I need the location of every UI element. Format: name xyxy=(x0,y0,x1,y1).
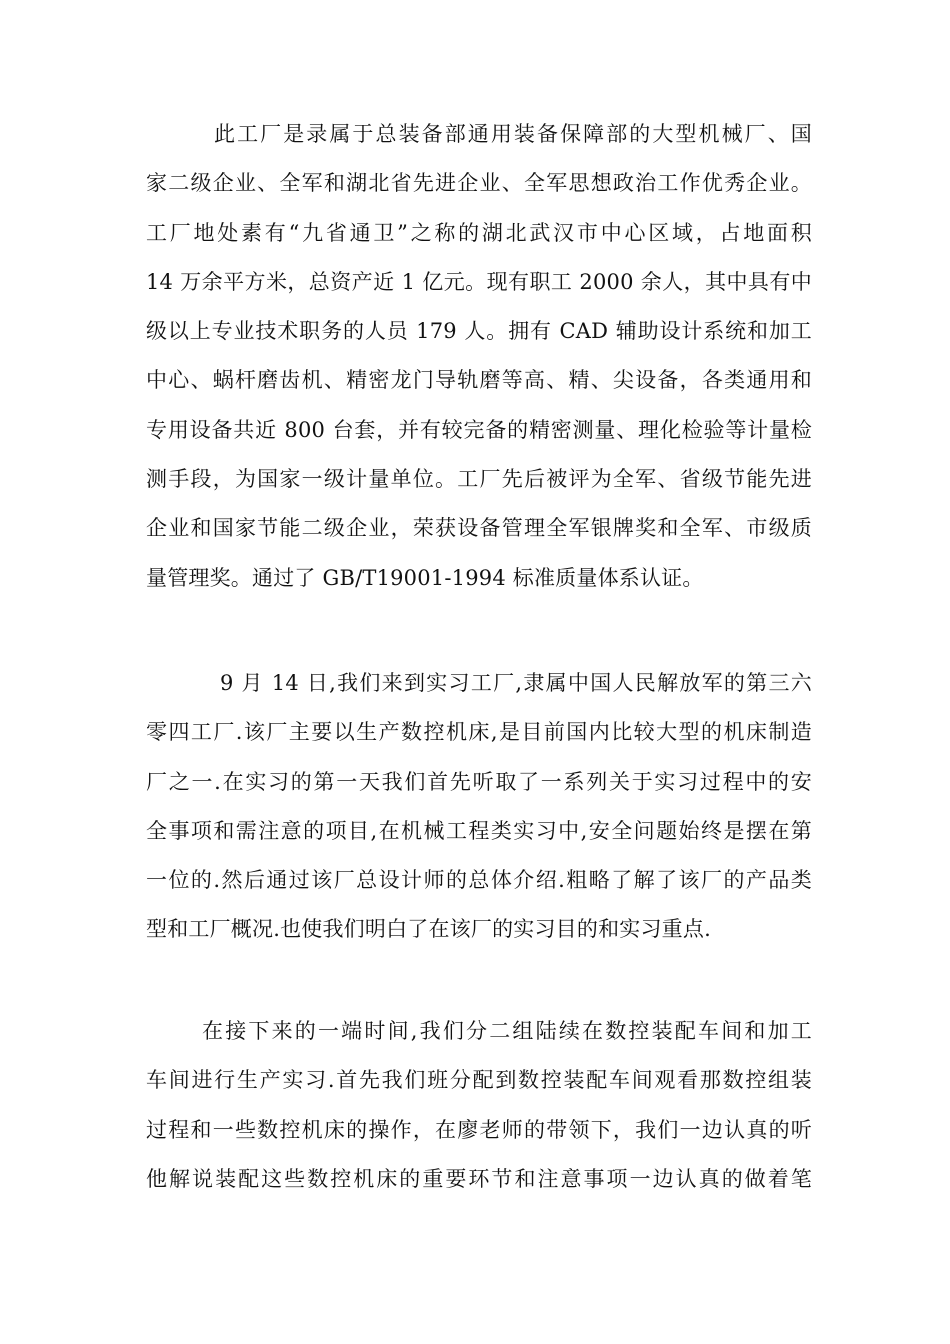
text-line: 级以上专业技术职务的人员 179 人。拥有 CAD 辅助设计系统和加工 xyxy=(146,319,812,344)
paragraph-arrival xyxy=(146,659,812,955)
text-line: 过程和一些数控机床的操作，在廖老师的带领下，我们一边认真的听 xyxy=(146,1117,812,1142)
paragraph-workshop xyxy=(146,1007,812,1204)
text-line: 工厂地处素有“九省通卫”之称的湖北武汉市中心区域，占地面积 xyxy=(146,220,812,245)
text-line: 家二级企业、全军和湖北省先进企业、全军思想政治工作优秀企业。 xyxy=(146,171,812,196)
text-line: 企业和国家节能二级企业，荣获设备管理全军银牌奖和全军、市级质 xyxy=(146,516,812,541)
text-line: 量管理奖。通过了 GB/T19001-1994 标准质量体系认证。 xyxy=(146,565,704,590)
text-line: 此工厂是录属于总装备部通用装备保障部的大型机械厂、国 xyxy=(214,122,812,146)
text-line: 型和工厂概况.也使我们明白了在该厂的实习目的和实习重点. xyxy=(146,917,711,942)
text-line: 零四工厂.该厂主要以生产数控机床,是目前国内比较大型的机床制造 xyxy=(146,720,812,745)
text-line: 测手段，为国家一级计量单位。工厂先后被评为全军、省级节能先进 xyxy=(146,467,812,492)
text-line: 全事项和需注意的项目,在机械工程类实习中,安全问题始终是摆在第 xyxy=(146,818,812,843)
text-line: 9 月 14 日,我们来到实习工厂,隶属中国人民解放军的第三六 xyxy=(220,671,812,695)
text-line: 中心、蜗杆磨齿机、精密龙门导轨磨等高、精、尖设备，各类通用和 xyxy=(146,368,812,393)
text-line: 14 万余平方米，总资产近 1 亿元。现有职工 2000 余人，其中具有中 xyxy=(146,269,812,294)
text-line: 厂之一.在实习的第一天我们首先听取了一系列关于实习过程中的安 xyxy=(146,769,812,794)
paragraph-factory-intro xyxy=(146,110,812,603)
text-line: 在接下来的一端时间,我们分二组陆续在数控装配车间和加工 xyxy=(202,1019,812,1043)
text-line: 他解说装配这些数控机床的重要环节和注意事项一边认真的做着笔 xyxy=(146,1166,812,1191)
text-line: 一位的.然后通过该厂总设计师的总体介绍.粗略了解了该厂的产品类 xyxy=(146,868,812,893)
text-line: 车间进行生产实习.首先我们班分配到数控装配车间观看那数控组装 xyxy=(146,1068,812,1093)
text-line: 专用设备共近 800 台套，并有较完备的精密测量、理化检验等计量检 xyxy=(146,417,812,442)
